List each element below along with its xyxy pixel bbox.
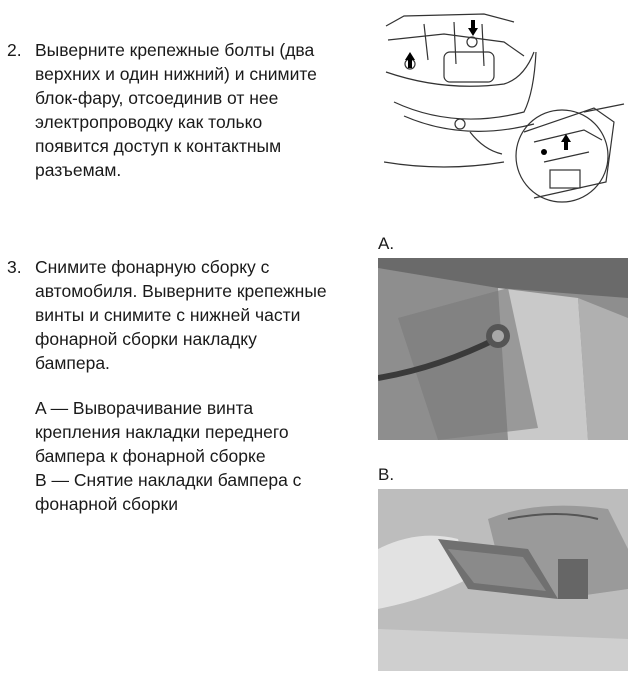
caption-line: бампера к фонарной сборке bbox=[35, 446, 266, 466]
step-2 bbox=[7, 38, 377, 188]
step-2-line: электропроводку как только bbox=[35, 112, 263, 132]
step-3 bbox=[7, 255, 377, 373]
step-3-body bbox=[35, 255, 375, 375]
caption-line: крепления накладки переднего bbox=[35, 422, 289, 442]
step-2-number: 2. bbox=[7, 40, 22, 60]
step-2-line: появится доступ к контактным bbox=[35, 136, 282, 156]
step-2-line: верхних и один нижний) и снимите bbox=[35, 64, 317, 84]
step-2-body bbox=[35, 38, 375, 182]
photo-b bbox=[378, 489, 628, 671]
step-3-line: Снимите фонарную сборку с bbox=[35, 257, 270, 277]
step-3-line: фонарной сборки накладку bbox=[35, 329, 257, 349]
step-3-line: автомобиля. Выверните крепежные bbox=[35, 281, 327, 301]
figure-b-label: B. bbox=[378, 465, 395, 484]
step-2-line: разъемам. bbox=[35, 160, 122, 180]
caption-line: A — Выворачивание винта bbox=[35, 398, 254, 418]
headlight-diagram bbox=[384, 12, 630, 218]
step-3-number: 3. bbox=[7, 257, 22, 277]
step-3-line: бампера. bbox=[35, 353, 110, 373]
caption-line: B — Снятие накладки бампера с bbox=[35, 470, 302, 490]
figure-captions bbox=[35, 396, 375, 516]
photo-a bbox=[378, 258, 628, 440]
step-2-line: Выверните крепежные болты (два bbox=[35, 40, 315, 60]
caption-line: фонарной сборки bbox=[35, 494, 178, 514]
step-3-line: винты и снимите с нижней части bbox=[35, 305, 301, 325]
step-2-line: блок-фару, отсоединив от нее bbox=[35, 88, 279, 108]
figure-a-label: A. bbox=[378, 234, 395, 253]
